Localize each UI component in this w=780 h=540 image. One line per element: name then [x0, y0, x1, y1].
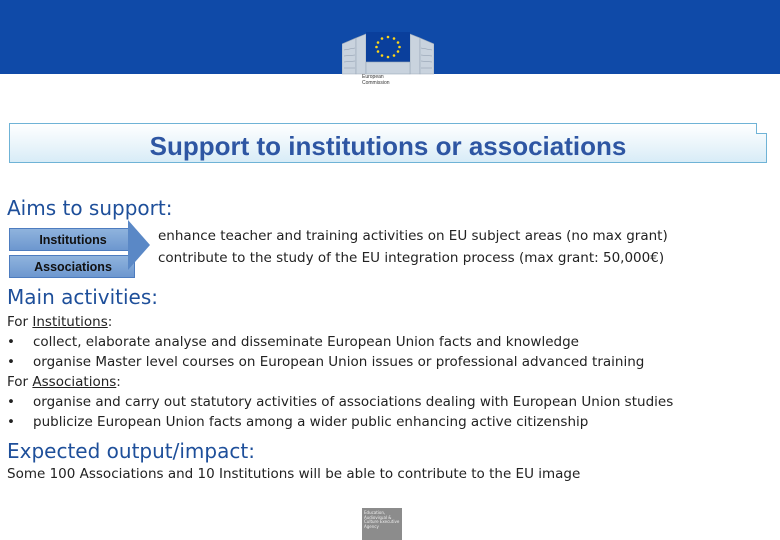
chip-institutions — [9, 228, 135, 251]
list-item-text: organise Master level courses on European Union issues or professional advanced training — [33, 354, 645, 370]
bullet: • — [7, 334, 15, 350]
activities-heading: Main activities: — [7, 285, 159, 309]
eacea-logo — [362, 508, 402, 540]
title-box — [9, 123, 767, 163]
output-heading: Expected output/impact: — [7, 439, 255, 463]
aim-item-2: contribute to the study of the EU integration process (max grant: 50,000€) — [158, 250, 665, 266]
chip-institutions-label: Institutions — [39, 233, 107, 247]
list-item-text: collect, elaborate analyse and disseminate European Union facts and knowledge — [33, 334, 579, 350]
list-item-text: organise and carry out statutory activities of associations dealing with European Union studies — [33, 394, 674, 410]
list-item — [7, 414, 588, 430]
bullet: • — [7, 354, 15, 370]
arrow-shape — [128, 220, 150, 270]
associations-link: Associations — [32, 374, 117, 390]
associations-intro: For Associations: — [7, 374, 121, 390]
logo-caption — [362, 74, 390, 86]
chip-associations — [9, 255, 135, 278]
logo-caption-line2: Commission — [362, 80, 390, 86]
for-label: For — [7, 374, 29, 390]
bullet: • — [7, 394, 15, 410]
institutions-intro: For Institutions: — [7, 314, 113, 330]
eacea-logo-text: Education, Audiovisual & Culture Executive Agency — [364, 510, 400, 529]
list-item — [7, 334, 579, 350]
aim-item-1: enhance teacher and training activities on EU subject areas (no max grant) — [158, 228, 668, 244]
list-item-text: publicize European Union facts among a wider public enhancing active citizenship — [33, 414, 589, 430]
list-item — [7, 394, 673, 410]
institutions-link: Institutions — [32, 314, 108, 330]
page-title: Support to institutions or associations — [149, 131, 627, 161]
list-item — [7, 354, 644, 370]
bullet: • — [7, 414, 15, 430]
for-label: For — [7, 314, 29, 330]
output-text: Some 100 Associations and 10 Institutions will be able to contribute to the EU image — [7, 466, 581, 482]
chip-associations-label: Associations — [34, 260, 112, 274]
logo-caption-line1: European — [362, 74, 384, 80]
aims-heading: Aims to support: — [7, 196, 173, 220]
